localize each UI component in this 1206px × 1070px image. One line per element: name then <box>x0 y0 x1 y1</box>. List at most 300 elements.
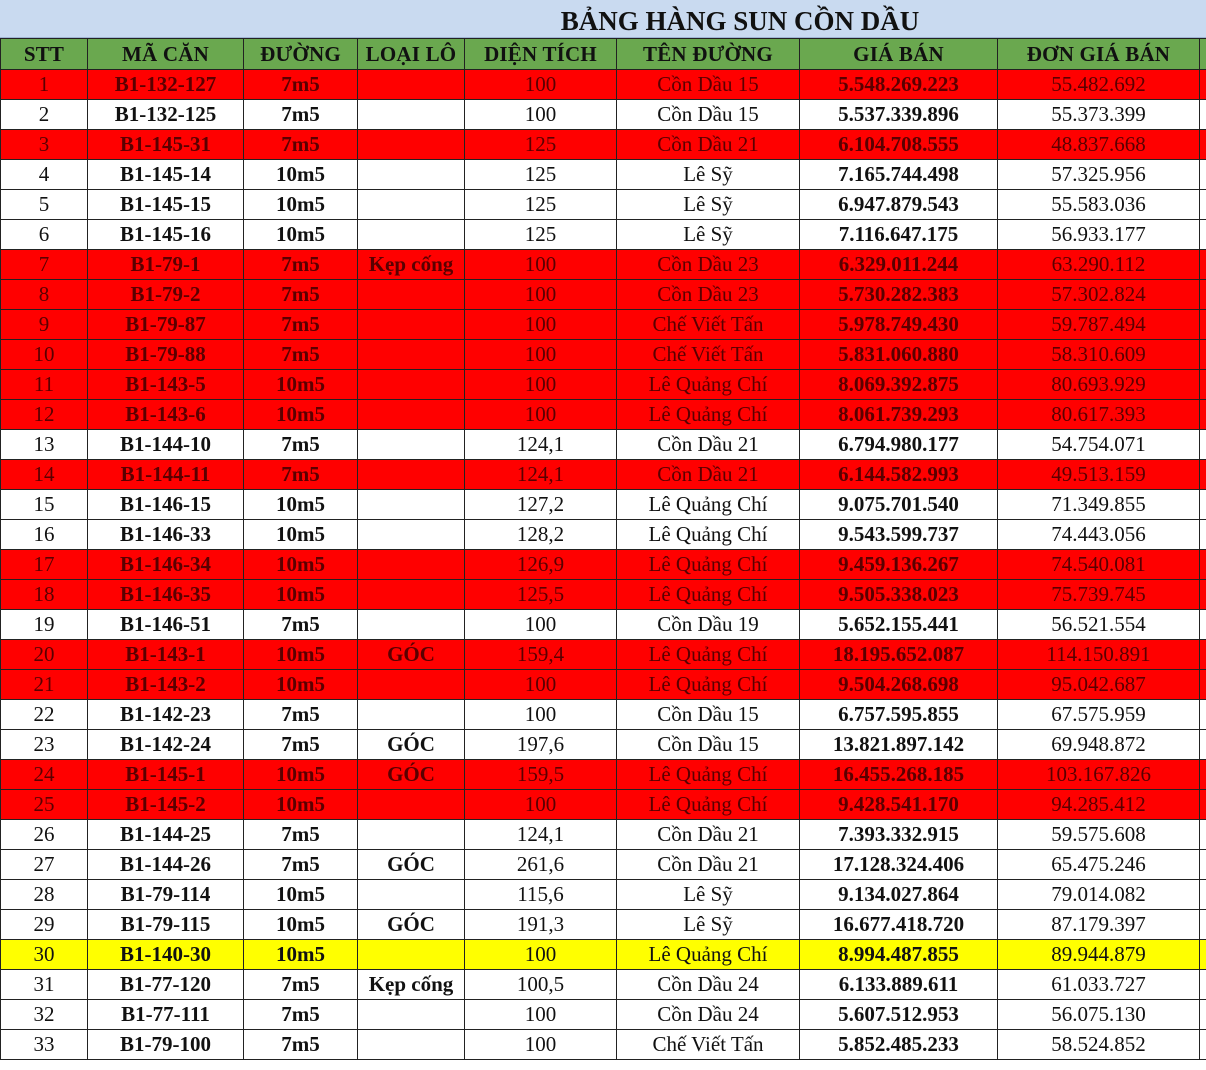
cell-area[interactable]: 100 <box>465 940 617 970</box>
cell-stt[interactable]: 4 <box>1 160 88 190</box>
table-row <box>1 280 1206 310</box>
cell-area[interactable]: 100 <box>465 100 617 130</box>
cell-lot-type[interactable] <box>358 280 465 310</box>
cell-lot-type[interactable] <box>358 550 465 580</box>
cell-spill <box>1200 610 1206 640</box>
cell-price[interactable]: 5.548.269.223 <box>800 70 998 100</box>
cell-stt[interactable]: 17 <box>1 550 88 580</box>
cell-price[interactable]: 13.821.897.142 <box>800 730 998 760</box>
cell-area[interactable]: 125 <box>465 220 617 250</box>
cell-price[interactable]: 6.144.582.993 <box>800 460 998 490</box>
cell-area[interactable]: 124,1 <box>465 820 617 850</box>
cell-road[interactable]: 10m5 <box>244 940 358 970</box>
cell-road[interactable]: 7m5 <box>244 460 358 490</box>
cell-area[interactable]: 126,9 <box>465 550 617 580</box>
table-row <box>1 610 1206 640</box>
cell-street[interactable]: Lê Quảng Chí <box>617 640 800 670</box>
cell-price[interactable]: 5.831.060.880 <box>800 340 998 370</box>
table-row <box>1 1030 1206 1060</box>
cell-lot-type[interactable] <box>358 160 465 190</box>
cell-code[interactable]: B1-143-1 <box>88 640 244 670</box>
cell-spill <box>1200 130 1206 160</box>
cell-spill <box>1200 850 1206 880</box>
cell-stt[interactable]: 31 <box>1 970 88 1000</box>
cell-road[interactable]: 7m5 <box>244 130 358 160</box>
cell-lot-type[interactable] <box>358 130 465 160</box>
cell-area[interactable]: 100 <box>465 700 617 730</box>
cell-lot-type[interactable] <box>358 520 465 550</box>
cell-road[interactable]: 7m5 <box>244 970 358 1000</box>
cell-stt[interactable]: 7 <box>1 250 88 280</box>
table-row <box>1 190 1206 220</box>
cell-code[interactable]: B1-79-2 <box>88 280 244 310</box>
cell-price[interactable]: 5.852.485.233 <box>800 1030 998 1060</box>
cell-unit-price[interactable]: 69.948.872 <box>998 730 1200 760</box>
cell-lot-type[interactable] <box>358 490 465 520</box>
cell-road[interactable]: 10m5 <box>244 760 358 790</box>
cell-price[interactable]: 6.329.011.244 <box>800 250 998 280</box>
cell-street[interactable]: Cồn Dầu 21 <box>617 820 800 850</box>
cell-lot-type[interactable] <box>358 580 465 610</box>
cell-road[interactable]: 10m5 <box>244 370 358 400</box>
cell-street[interactable]: Cồn Dầu 24 <box>617 970 800 1000</box>
cell-spill <box>1200 490 1206 520</box>
cell-area[interactable]: 100 <box>465 310 617 340</box>
cell-road[interactable]: 7m5 <box>244 700 358 730</box>
cell-road[interactable]: 7m5 <box>244 430 358 460</box>
cell-stt[interactable]: 18 <box>1 580 88 610</box>
cell-lot-type[interactable] <box>358 670 465 700</box>
cell-unit-price[interactable]: 49.513.159 <box>998 460 1200 490</box>
cell-code[interactable]: B1-79-115 <box>88 910 244 940</box>
cell-street[interactable]: Lê Quảng Chí <box>617 760 800 790</box>
cell-road[interactable]: 7m5 <box>244 70 358 100</box>
cell-area[interactable]: 100 <box>465 340 617 370</box>
cell-stt[interactable]: 6 <box>1 220 88 250</box>
cell-street[interactable]: Cồn Dầu 23 <box>617 250 800 280</box>
cell-stt[interactable]: 28 <box>1 880 88 910</box>
cell-code[interactable]: B1-140-30 <box>88 940 244 970</box>
cell-unit-price[interactable]: 63.290.112 <box>998 250 1200 280</box>
cell-street[interactable]: Cồn Dầu 23 <box>617 280 800 310</box>
cell-spill <box>1200 910 1206 940</box>
cell-lot-type[interactable] <box>358 880 465 910</box>
cell-unit-price[interactable]: 58.524.852 <box>998 1030 1200 1060</box>
cell-price[interactable]: 8.069.392.875 <box>800 370 998 400</box>
cell-code[interactable]: B1-142-24 <box>88 730 244 760</box>
cell-street[interactable]: Lê Quảng Chí <box>617 670 800 700</box>
cell-area[interactable]: 100 <box>465 400 617 430</box>
cell-lot-type[interactable]: GÓC <box>358 640 465 670</box>
cell-unit-price[interactable]: 95.042.687 <box>998 670 1200 700</box>
cell-lot-type[interactable]: GÓC <box>358 910 465 940</box>
cell-price[interactable]: 6.757.595.855 <box>800 700 998 730</box>
header-road: ĐƯỜNG <box>244 39 358 70</box>
cell-road[interactable]: 7m5 <box>244 280 358 310</box>
cell-stt[interactable]: 33 <box>1 1030 88 1060</box>
cell-lot-type[interactable] <box>358 460 465 490</box>
cell-road[interactable]: 10m5 <box>244 910 358 940</box>
cell-unit-price[interactable]: 79.014.082 <box>998 880 1200 910</box>
cell-unit-price[interactable]: 56.521.554 <box>998 610 1200 640</box>
cell-price[interactable]: 8.061.739.293 <box>800 400 998 430</box>
cell-area[interactable]: 100 <box>465 280 617 310</box>
cell-area[interactable]: 125 <box>465 130 617 160</box>
cell-lot-type[interactable] <box>358 70 465 100</box>
cell-road[interactable]: 10m5 <box>244 640 358 670</box>
cell-street[interactable]: Cồn Dầu 15 <box>617 700 800 730</box>
cell-code[interactable]: B1-146-34 <box>88 550 244 580</box>
cell-lot-type[interactable] <box>358 610 465 640</box>
cell-price[interactable]: 5.730.282.383 <box>800 280 998 310</box>
cell-stt[interactable]: 23 <box>1 730 88 760</box>
cell-lot-type[interactable] <box>358 340 465 370</box>
cell-area[interactable]: 100 <box>465 610 617 640</box>
cell-lot-type[interactable]: Kẹp cống <box>358 250 465 280</box>
cell-road[interactable]: 10m5 <box>244 490 358 520</box>
cell-lot-type[interactable] <box>358 1030 465 1060</box>
cell-stt[interactable]: 32 <box>1 1000 88 1030</box>
cell-spill <box>1200 640 1206 670</box>
cell-price[interactable]: 6.104.708.555 <box>800 130 998 160</box>
cell-unit-price[interactable]: 80.617.393 <box>998 400 1200 430</box>
cell-unit-price[interactable]: 59.575.608 <box>998 820 1200 850</box>
cell-street[interactable]: Lê Quảng Chí <box>617 400 800 430</box>
cell-lot-type[interactable] <box>358 190 465 220</box>
cell-lot-type[interactable] <box>358 100 465 130</box>
cell-spill <box>1200 1030 1206 1060</box>
table-row <box>1 340 1206 370</box>
cell-stt[interactable]: 22 <box>1 700 88 730</box>
cell-stt[interactable]: 29 <box>1 910 88 940</box>
cell-spill <box>1200 700 1206 730</box>
cell-spill <box>1200 340 1206 370</box>
cell-unit-price[interactable]: 56.075.130 <box>998 1000 1200 1030</box>
cell-road[interactable]: 10m5 <box>244 160 358 190</box>
cell-area[interactable]: 127,2 <box>465 490 617 520</box>
cell-street[interactable]: Cồn Dầu 15 <box>617 100 800 130</box>
cell-code[interactable]: B1-145-1 <box>88 760 244 790</box>
header-unit-price: ĐƠN GIÁ BÁN <box>998 39 1200 70</box>
cell-street[interactable]: Cồn Dầu 15 <box>617 70 800 100</box>
cell-area[interactable]: 125 <box>465 190 617 220</box>
cell-lot-type[interactable] <box>358 310 465 340</box>
cell-spill <box>1200 790 1206 820</box>
cell-code[interactable]: B1-145-2 <box>88 790 244 820</box>
cell-unit-price[interactable]: 61.033.727 <box>998 970 1200 1000</box>
cell-code[interactable]: B1-79-87 <box>88 310 244 340</box>
cell-area[interactable]: 124,1 <box>465 460 617 490</box>
cell-lot-type[interactable]: GÓC <box>358 730 465 760</box>
cell-area[interactable]: 100 <box>465 1000 617 1030</box>
cell-area[interactable]: 100 <box>465 670 617 700</box>
cell-road[interactable]: 10m5 <box>244 670 358 700</box>
table-row <box>1 730 1206 760</box>
cell-code[interactable]: B1-132-125 <box>88 100 244 130</box>
cell-stt[interactable]: 2 <box>1 100 88 130</box>
cell-street[interactable]: Lê Sỹ <box>617 190 800 220</box>
cell-lot-type[interactable] <box>358 430 465 460</box>
cell-price[interactable]: 5.607.512.953 <box>800 1000 998 1030</box>
cell-area[interactable]: 100 <box>465 370 617 400</box>
cell-unit-price[interactable]: 74.443.056 <box>998 520 1200 550</box>
cell-stt[interactable]: 21 <box>1 670 88 700</box>
cell-unit-price[interactable]: 94.285.412 <box>998 790 1200 820</box>
cell-price[interactable]: 9.459.136.267 <box>800 550 998 580</box>
cell-lot-type[interactable] <box>358 940 465 970</box>
cell-spill <box>1200 730 1206 760</box>
cell-lot-type[interactable] <box>358 820 465 850</box>
cell-area[interactable]: 191,3 <box>465 910 617 940</box>
cell-code[interactable]: B1-77-120 <box>88 970 244 1000</box>
cell-code[interactable]: B1-144-25 <box>88 820 244 850</box>
cell-price[interactable]: 9.428.541.170 <box>800 790 998 820</box>
cell-unit-price[interactable]: 71.349.855 <box>998 490 1200 520</box>
cell-unit-price[interactable]: 57.302.824 <box>998 280 1200 310</box>
cell-street[interactable]: Lê Quảng Chí <box>617 550 800 580</box>
cell-road[interactable]: 10m5 <box>244 880 358 910</box>
cell-road[interactable]: 7m5 <box>244 820 358 850</box>
cell-code[interactable]: B1-144-26 <box>88 850 244 880</box>
cell-unit-price[interactable]: 87.179.397 <box>998 910 1200 940</box>
cell-road[interactable]: 7m5 <box>244 100 358 130</box>
cell-street[interactable]: Lê Quảng Chí <box>617 580 800 610</box>
cell-price[interactable]: 5.978.749.430 <box>800 310 998 340</box>
cell-price[interactable]: 7.393.332.915 <box>800 820 998 850</box>
cell-road[interactable]: 7m5 <box>244 1000 358 1030</box>
cell-area[interactable]: 100 <box>465 250 617 280</box>
cell-unit-price[interactable]: 75.739.745 <box>998 580 1200 610</box>
cell-unit-price[interactable]: 55.373.399 <box>998 100 1200 130</box>
cell-stt[interactable]: 1 <box>1 70 88 100</box>
cell-stt[interactable]: 26 <box>1 820 88 850</box>
cell-lot-type[interactable] <box>358 790 465 820</box>
table-row <box>1 370 1206 400</box>
cell-stt[interactable]: 25 <box>1 790 88 820</box>
cell-price[interactable]: 16.677.418.720 <box>800 910 998 940</box>
cell-code[interactable]: B1-142-23 <box>88 700 244 730</box>
cell-price[interactable]: 18.195.652.087 <box>800 640 998 670</box>
table-row <box>1 460 1206 490</box>
cell-street[interactable]: Cồn Dầu 15 <box>617 730 800 760</box>
cell-stt[interactable]: 20 <box>1 640 88 670</box>
cell-unit-price[interactable]: 80.693.929 <box>998 370 1200 400</box>
cell-code[interactable]: B1-79-100 <box>88 1030 244 1060</box>
cell-street[interactable]: Lê Quảng Chí <box>617 370 800 400</box>
table-row <box>1 250 1206 280</box>
cell-street[interactable]: Cồn Dầu 24 <box>617 1000 800 1030</box>
cell-area[interactable]: 125,5 <box>465 580 617 610</box>
cell-code[interactable]: B1-79-1 <box>88 250 244 280</box>
header-stt: STT <box>1 39 88 70</box>
cell-spill <box>1200 370 1206 400</box>
cell-unit-price[interactable]: 74.540.081 <box>998 550 1200 580</box>
cell-unit-price[interactable]: 55.583.036 <box>998 190 1200 220</box>
cell-area[interactable]: 197,6 <box>465 730 617 760</box>
cell-street[interactable]: Lê Quảng Chí <box>617 940 800 970</box>
cell-stt[interactable]: 19 <box>1 610 88 640</box>
cell-unit-price[interactable]: 56.933.177 <box>998 220 1200 250</box>
cell-price[interactable]: 6.947.879.543 <box>800 190 998 220</box>
cell-price[interactable]: 9.505.338.023 <box>800 580 998 610</box>
cell-code[interactable]: B1-144-10 <box>88 430 244 460</box>
cell-street[interactable]: Lê Quảng Chí <box>617 790 800 820</box>
cell-price[interactable]: 9.504.268.698 <box>800 670 998 700</box>
table-row <box>1 580 1206 610</box>
cell-stt[interactable]: 11 <box>1 370 88 400</box>
cell-street[interactable]: Chế Viết Tấn <box>617 1030 800 1060</box>
cell-road[interactable]: 7m5 <box>244 610 358 640</box>
cell-code[interactable]: B1-143-5 <box>88 370 244 400</box>
cell-stt[interactable]: 9 <box>1 310 88 340</box>
cell-stt[interactable]: 15 <box>1 490 88 520</box>
cell-lot-type[interactable] <box>358 370 465 400</box>
cell-price[interactable]: 6.794.980.177 <box>800 430 998 460</box>
cell-street[interactable]: Lê Sỹ <box>617 910 800 940</box>
cell-stt[interactable]: 16 <box>1 520 88 550</box>
cell-area[interactable]: 128,2 <box>465 520 617 550</box>
cell-code[interactable]: B1-145-31 <box>88 130 244 160</box>
cell-road[interactable]: 10m5 <box>244 790 358 820</box>
cell-stt[interactable]: 27 <box>1 850 88 880</box>
cell-unit-price[interactable]: 67.575.959 <box>998 700 1200 730</box>
cell-unit-price[interactable]: 57.325.956 <box>998 160 1200 190</box>
table-row <box>1 160 1206 190</box>
cell-price[interactable]: 8.994.487.855 <box>800 940 998 970</box>
header-row <box>1 39 1206 70</box>
cell-code[interactable]: B1-132-127 <box>88 70 244 100</box>
cell-road[interactable]: 10m5 <box>244 400 358 430</box>
cell-road[interactable]: 7m5 <box>244 310 358 340</box>
cell-code[interactable]: B1-146-15 <box>88 490 244 520</box>
cell-road[interactable]: 10m5 <box>244 220 358 250</box>
table-row <box>1 910 1206 940</box>
cell-code[interactable]: B1-145-15 <box>88 190 244 220</box>
table-row <box>1 220 1206 250</box>
cell-area[interactable]: 100 <box>465 70 617 100</box>
cell-price[interactable]: 17.128.324.406 <box>800 850 998 880</box>
cell-unit-price[interactable]: 114.150.891 <box>998 640 1200 670</box>
header-lot-type: LOẠI LÔ <box>358 39 465 70</box>
cell-price[interactable]: 7.116.647.175 <box>800 220 998 250</box>
cell-road[interactable]: 7m5 <box>244 1030 358 1060</box>
cell-code[interactable]: B1-77-111 <box>88 1000 244 1030</box>
cell-stt[interactable]: 13 <box>1 430 88 460</box>
cell-road[interactable]: 7m5 <box>244 340 358 370</box>
cell-code[interactable]: B1-143-6 <box>88 400 244 430</box>
cell-price[interactable]: 9.075.701.540 <box>800 490 998 520</box>
cell-price[interactable]: 7.165.744.498 <box>800 160 998 190</box>
cell-spill <box>1200 820 1206 850</box>
cell-price[interactable]: 16.455.268.185 <box>800 760 998 790</box>
cell-code[interactable]: B1-144-11 <box>88 460 244 490</box>
cell-price[interactable]: 5.537.339.896 <box>800 100 998 130</box>
cell-stt[interactable]: 14 <box>1 460 88 490</box>
cell-code[interactable]: B1-79-88 <box>88 340 244 370</box>
cell-area[interactable]: 100 <box>465 1030 617 1060</box>
cell-road[interactable]: 10m5 <box>244 550 358 580</box>
cell-unit-price[interactable]: 65.475.246 <box>998 850 1200 880</box>
cell-road[interactable]: 10m5 <box>244 520 358 550</box>
cell-area[interactable]: 261,6 <box>465 850 617 880</box>
cell-code[interactable]: B1-146-35 <box>88 580 244 610</box>
cell-stt[interactable]: 3 <box>1 130 88 160</box>
cell-area[interactable]: 115,6 <box>465 880 617 910</box>
cell-unit-price[interactable]: 59.787.494 <box>998 310 1200 340</box>
cell-road[interactable]: 10m5 <box>244 580 358 610</box>
cell-code[interactable]: B1-145-14 <box>88 160 244 190</box>
cell-spill <box>1200 190 1206 220</box>
cell-spill <box>1200 760 1206 790</box>
cell-lot-type[interactable]: GÓC <box>358 850 465 880</box>
cell-road[interactable]: 7m5 <box>244 850 358 880</box>
cell-unit-price[interactable]: 103.167.826 <box>998 760 1200 790</box>
cell-lot-type[interactable]: Kẹp cống <box>358 970 465 1000</box>
cell-spill <box>1200 430 1206 460</box>
cell-area[interactable]: 100 <box>465 790 617 820</box>
cell-street[interactable]: Chế Viết Tấn <box>617 340 800 370</box>
cell-code[interactable]: B1-146-33 <box>88 520 244 550</box>
cell-street[interactable]: Lê Sỹ <box>617 160 800 190</box>
cell-stt[interactable]: 12 <box>1 400 88 430</box>
cell-unit-price[interactable]: 58.310.609 <box>998 340 1200 370</box>
cell-street[interactable]: Lê Quảng Chí <box>617 490 800 520</box>
cell-stt[interactable]: 5 <box>1 190 88 220</box>
table-row <box>1 400 1206 430</box>
cell-street[interactable]: Cồn Dầu 21 <box>617 430 800 460</box>
cell-price[interactable]: 6.133.889.611 <box>800 970 998 1000</box>
cell-lot-type[interactable]: GÓC <box>358 760 465 790</box>
cell-lot-type[interactable] <box>358 220 465 250</box>
cell-unit-price[interactable]: 48.837.668 <box>998 130 1200 160</box>
cell-code[interactable]: B1-145-16 <box>88 220 244 250</box>
cell-street[interactable]: Chế Viết Tấn <box>617 310 800 340</box>
cell-street[interactable]: Cồn Dầu 19 <box>617 610 800 640</box>
cell-stt[interactable]: 10 <box>1 340 88 370</box>
cell-lot-type[interactable] <box>358 400 465 430</box>
cell-code[interactable]: B1-146-51 <box>88 610 244 640</box>
cell-area[interactable]: 159,4 <box>465 640 617 670</box>
cell-street[interactable]: Cồn Dầu 21 <box>617 850 800 880</box>
cell-street[interactable]: Cồn Dầu 21 <box>617 130 800 160</box>
cell-price[interactable]: 5.652.155.441 <box>800 610 998 640</box>
cell-unit-price[interactable]: 89.944.879 <box>998 940 1200 970</box>
cell-area[interactable]: 125 <box>465 160 617 190</box>
cell-unit-price[interactable]: 54.754.071 <box>998 430 1200 460</box>
cell-road[interactable]: 7m5 <box>244 250 358 280</box>
cell-lot-type[interactable] <box>358 700 465 730</box>
cell-area[interactable]: 100,5 <box>465 970 617 1000</box>
cell-area[interactable]: 124,1 <box>465 430 617 460</box>
cell-street[interactable]: Lê Quảng Chí <box>617 520 800 550</box>
cell-lot-type[interactable] <box>358 1000 465 1030</box>
cell-price[interactable]: 9.543.599.737 <box>800 520 998 550</box>
cell-road[interactable]: 10m5 <box>244 190 358 220</box>
cell-stt[interactable]: 8 <box>1 280 88 310</box>
cell-stt[interactable]: 24 <box>1 760 88 790</box>
cell-code[interactable]: B1-143-2 <box>88 670 244 700</box>
cell-street[interactable]: Lê Sỹ <box>617 220 800 250</box>
cell-area[interactable]: 159,5 <box>465 760 617 790</box>
cell-street[interactable]: Cồn Dầu 21 <box>617 460 800 490</box>
cell-spill <box>1200 160 1206 190</box>
cell-price[interactable]: 9.134.027.864 <box>800 880 998 910</box>
cell-stt[interactable]: 30 <box>1 940 88 970</box>
cell-street[interactable]: Lê Sỹ <box>617 880 800 910</box>
cell-code[interactable]: B1-79-114 <box>88 880 244 910</box>
cell-road[interactable]: 7m5 <box>244 730 358 760</box>
cell-unit-price[interactable]: 55.482.692 <box>998 70 1200 100</box>
